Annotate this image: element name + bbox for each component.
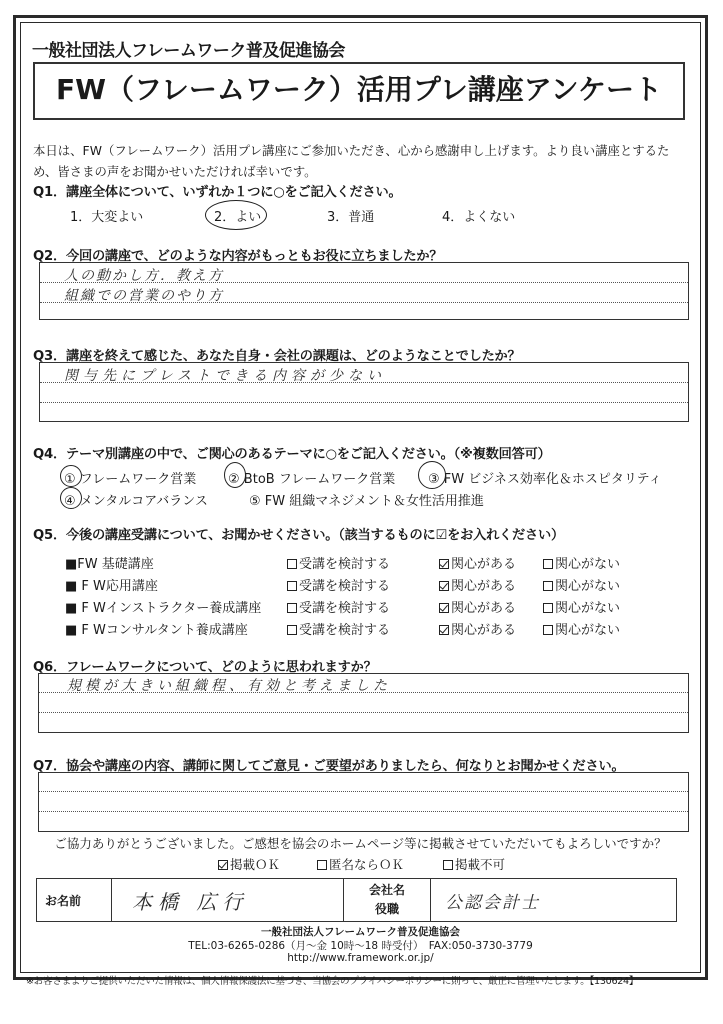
q5-course-1: ■FW 基礎講座 xyxy=(65,557,154,572)
publish-option-anonymous[interactable] xyxy=(317,855,404,873)
footer-contact: TEL:03-6265-0286（月～金 10時～18 時受付） FAX:050-3730-3779 xyxy=(188,940,533,952)
q3-answer-box[interactable] xyxy=(39,362,689,422)
checkbox-label: 掲載不可 xyxy=(455,857,506,872)
q4-option-2-label: BtoB フレームワーク営業 xyxy=(243,472,396,487)
q4-option-4-label: メンタルコアバランス xyxy=(79,494,208,509)
checkbox-label: 受講を検討する xyxy=(299,601,391,616)
checkbox-label: 受講を検討する xyxy=(299,557,391,572)
publish-question: ご協力ありがとうございました。ご感想を協会のホームページ等に掲載させていただいてもよろしいですか？ xyxy=(54,836,667,851)
q1-selection-circle xyxy=(205,200,267,230)
name-label: お名前 xyxy=(37,879,112,922)
checkbox[interactable] xyxy=(317,860,327,870)
checkbox-label: 掲載ＯＫ xyxy=(230,857,281,872)
q6-answer-box[interactable] xyxy=(38,673,689,733)
q7-question: Q7．協会や講座の内容、講師に関してご意見・ご要望がありましたら、何なりとお聞かせください。 xyxy=(33,759,625,774)
q4-option-1[interactable] xyxy=(64,468,196,487)
intro-text: 本日は、FW（フレームワーク）活用プレ講座にご参加いただき、心から感謝申し上げます。より良い講座とするため、皆さまの声をお聞かせいただければ幸いです。 xyxy=(33,143,670,179)
checkbox-label: 関心がない xyxy=(555,557,621,572)
publish-option-no[interactable] xyxy=(443,855,505,873)
name-value: 本橋 広行 xyxy=(132,889,249,914)
q4-option-3-number: ③ xyxy=(428,472,440,487)
company-value: 公認会計士 xyxy=(445,892,540,913)
company-position-label-cell xyxy=(344,879,431,922)
checkbox-checked[interactable] xyxy=(439,581,449,591)
q4-option-2-circle xyxy=(224,462,246,488)
ruled-line xyxy=(39,712,688,713)
checkbox-label: 匿名ならＯＫ xyxy=(329,857,405,872)
name-field[interactable] xyxy=(112,879,344,922)
q3-question: Q3．講座を終えて感じた、あなた自身・会社の課題は、どのようなことでしたか？ xyxy=(33,349,521,364)
organization-name: 一般社団法人フレームワーク普及促進協会 xyxy=(32,41,345,61)
q5-question: Q5．今後の講座受講について、お聞かせください。（該当するものに☑をお入れください） xyxy=(33,528,564,543)
q5-row-1-interested[interactable] xyxy=(439,553,516,572)
checkbox[interactable] xyxy=(443,860,453,870)
q2-answer-box[interactable] xyxy=(39,262,689,320)
checkbox[interactable] xyxy=(287,603,297,613)
checkbox[interactable] xyxy=(543,581,553,591)
q2-question: Q2．今回の講座で、どのような内容がもっともお役に立ちましたか？ xyxy=(33,249,443,264)
q4-question: Q4．テーマ別講座の中で、ご関心のあるテーマに○をご記入ください。（※複数回答可） xyxy=(33,447,551,462)
q7-answer-box[interactable] xyxy=(38,772,689,832)
q5-row-1-consider[interactable] xyxy=(287,553,390,572)
checkbox[interactable] xyxy=(287,625,297,635)
q3-answer-line-1: 関与先にプレストできる内容が少ない xyxy=(64,368,387,384)
q5-course-3: ■ F Wインストラクター養成講座 xyxy=(65,601,262,616)
checkbox-label: 関心がない xyxy=(555,601,621,616)
respondent-table xyxy=(36,878,677,922)
q5-row-1-not-interested[interactable] xyxy=(543,553,620,572)
q5-row-3-not-interested[interactable] xyxy=(543,597,620,616)
q5-row-3-consider[interactable] xyxy=(287,597,390,616)
q5-row-4-not-interested[interactable] xyxy=(543,619,620,638)
company-label: 会社名 xyxy=(368,883,405,897)
q4-option-4-number: ④ xyxy=(64,494,76,509)
footer-url[interactable]: http://www.framework.or.jp/ xyxy=(287,952,434,964)
checkbox-checked[interactable] xyxy=(439,603,449,613)
q5-row-3-interested[interactable] xyxy=(439,597,516,616)
company-field[interactable] xyxy=(431,879,677,922)
position-label: 役職 xyxy=(374,902,399,916)
q6-answer-line-1: 規模が大きい組織程、有効と考えました xyxy=(67,678,391,694)
q1-question: Q1．講座全体について、いずれか１つに○をご記入ください。 xyxy=(33,185,402,200)
q1-option-1[interactable]: 1．大変よい xyxy=(70,210,144,225)
checkbox-label: 関心がある xyxy=(451,623,517,638)
q4-option-5-number: ⑤ xyxy=(249,494,261,509)
q4-option-4-circle xyxy=(60,487,82,509)
page-title: FW（フレームワーク）活用プレ講座アンケート xyxy=(55,73,663,106)
checkbox-checked[interactable] xyxy=(218,860,228,870)
q5-course-4: ■ F Wコンサルタント養成講座 xyxy=(65,623,248,638)
q5-row-2-consider[interactable] xyxy=(287,575,390,594)
ruled-line xyxy=(39,791,688,792)
publish-option-ok[interactable] xyxy=(218,855,280,873)
q4-option-1-circle xyxy=(60,465,82,487)
q4-option-5[interactable] xyxy=(249,490,484,509)
q5-row-4-consider[interactable] xyxy=(287,619,390,638)
footer-organization: 一般社団法人フレームワーク普及促進協会 xyxy=(260,926,461,938)
q4-option-5-label: FW 組織マネジメント＆女性活用推進 xyxy=(264,494,484,509)
q4-option-3-circle xyxy=(418,461,446,489)
q5-course-2: ■ F W応用講座 xyxy=(65,579,158,594)
q5-row-2-not-interested[interactable] xyxy=(543,575,620,594)
checkbox-label: 関心がない xyxy=(555,579,621,594)
q4-option-3[interactable] xyxy=(428,468,662,487)
checkbox-label: 受講を検討する xyxy=(299,579,391,594)
q4-option-1-label: フレームワーク営業 xyxy=(79,472,197,487)
checkbox[interactable] xyxy=(287,559,297,569)
q1-option-3[interactable]: 3．普通 xyxy=(327,210,375,225)
q1-option-2[interactable]: 2．よい xyxy=(214,210,262,225)
ruled-line xyxy=(40,402,688,403)
checkbox[interactable] xyxy=(287,581,297,591)
q4-option-2-number: ② xyxy=(228,472,240,487)
q2-answer-line-2: 組織での営業のやり方 xyxy=(64,288,224,304)
q2-answer-line-1: 人の動かし方．教え方 xyxy=(64,268,224,284)
q4-option-4[interactable] xyxy=(64,490,208,509)
checkbox[interactable] xyxy=(543,603,553,613)
checkbox-label: 受講を検討する xyxy=(299,623,391,638)
checkbox-label: 関心がある xyxy=(451,579,517,594)
q4-option-1-number: ① xyxy=(64,472,76,487)
checkbox-label: 関心がある xyxy=(451,601,517,616)
checkbox[interactable] xyxy=(543,625,553,635)
q6-question: Q6．フレームワークについて、どのように思われますか？ xyxy=(33,660,377,675)
checkbox-label: 関心がある xyxy=(451,557,517,572)
checkbox-checked[interactable] xyxy=(439,625,449,635)
q4-option-2[interactable] xyxy=(228,468,395,487)
checkbox[interactable] xyxy=(543,559,553,569)
q5-row-2-interested[interactable] xyxy=(439,575,516,594)
q5-row-4-interested[interactable] xyxy=(439,619,516,638)
q1-option-4[interactable]: 4．よくない xyxy=(442,210,516,225)
privacy-notice: ※お客さまよりご提供いただいた情報は、個人情報保護法に基づき、当協会のプライバシーポリシーに則って、厳正に管理いたします。【130624】 xyxy=(26,976,639,987)
checkbox-checked[interactable] xyxy=(439,559,449,569)
ruled-line xyxy=(39,811,688,812)
q4-option-3-label: FW ビジネス効率化＆ホスピタリティ xyxy=(443,472,662,487)
checkbox-label: 関心がない xyxy=(555,623,621,638)
